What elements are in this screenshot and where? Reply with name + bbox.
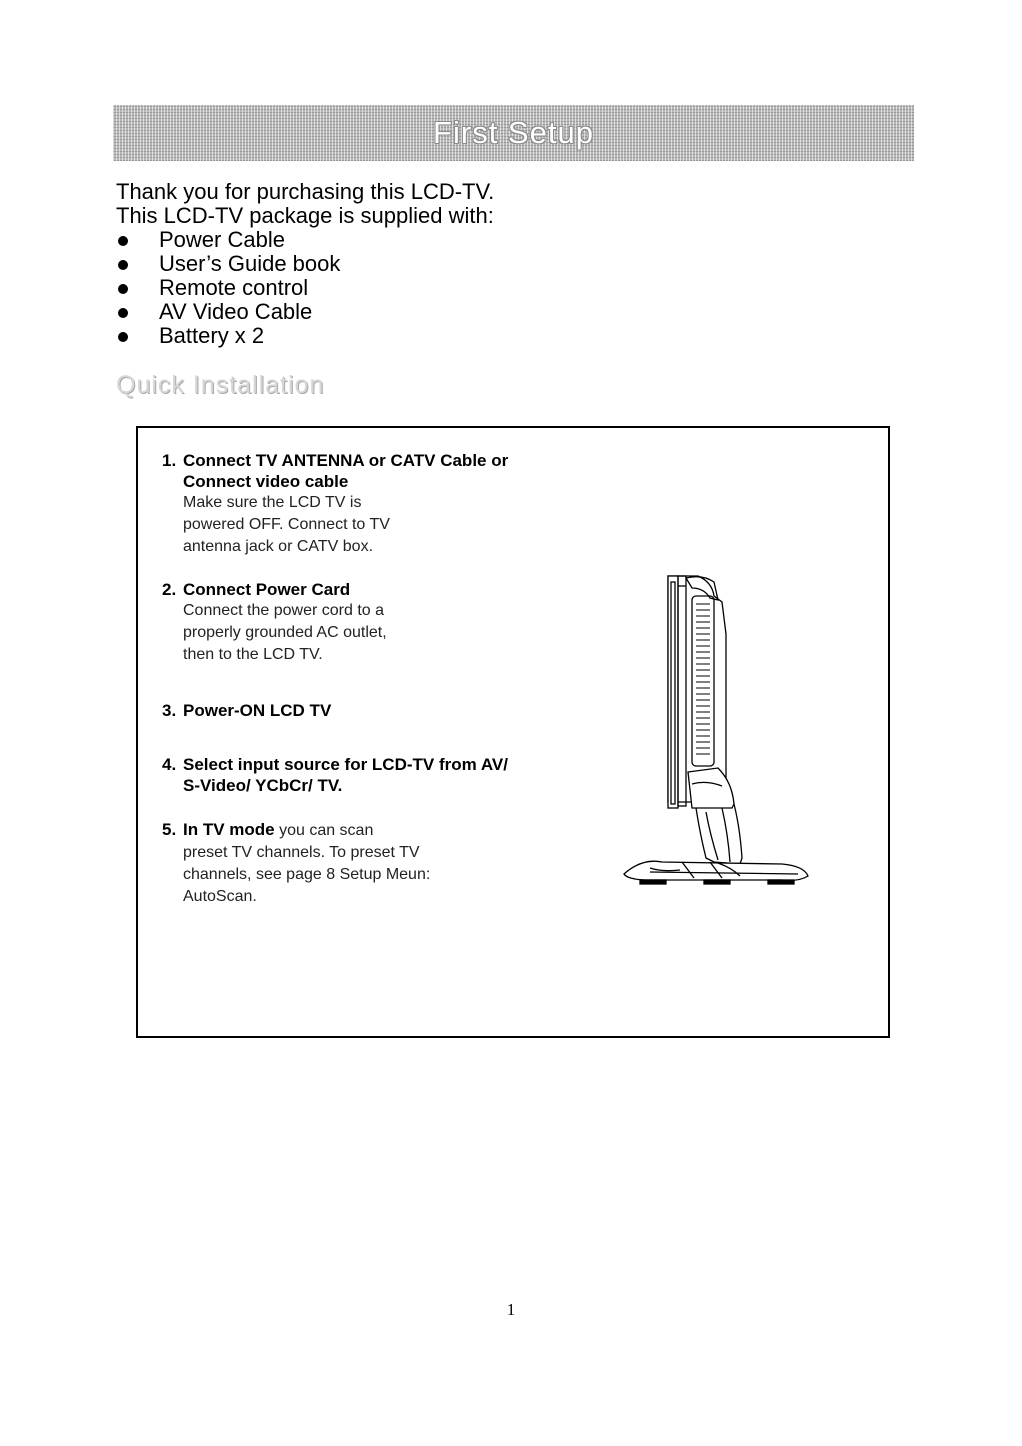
step-body <box>183 600 522 666</box>
list-item <box>116 324 494 348</box>
step-body-line: properly grounded AC outlet, <box>183 624 387 641</box>
lcd-tv-side-view-illustration <box>622 572 812 892</box>
bullet-icon <box>118 260 128 270</box>
installation-steps-list <box>162 450 522 908</box>
step-body-line: AutoScan. <box>183 888 257 905</box>
bullet-icon <box>118 308 128 318</box>
step-number: 4. <box>162 755 177 774</box>
step-title: Select input source for LCD-TV from AV/ S-Video/ YCbCr/ TV. <box>183 755 508 795</box>
list-item <box>116 228 494 252</box>
supplied-items-list <box>116 228 494 348</box>
step-body-line: Connect the power cord to a <box>183 602 385 619</box>
step-number: 5. <box>162 820 177 839</box>
list-item-label: Battery x 2 <box>159 323 265 348</box>
step-body-line: Make sure the LCD TV is <box>183 494 362 511</box>
list-item-label: User’s Guide book <box>159 251 341 276</box>
page-title: First Setup <box>433 115 594 150</box>
installation-panel <box>136 426 890 1038</box>
step-body-line: channels, see page 8 Setup Meun: <box>183 866 431 883</box>
bullet-icon <box>118 332 128 342</box>
step-body-line: then to the LCD TV. <box>183 646 323 663</box>
step-number: 2. <box>162 580 177 599</box>
step-title: Power-ON LCD TV <box>183 701 332 720</box>
step-title: In TV mode <box>183 820 275 839</box>
intro-thanks-text: Thank you for purchasing this LCD-TV. <box>116 179 495 204</box>
step-body-line: antenna jack or CATV box. <box>183 538 374 555</box>
step-title-suffix: you can scan <box>274 822 374 839</box>
bullet-icon <box>118 284 128 294</box>
list-item <box>116 276 494 300</box>
step-title: Connect Power Card <box>183 580 351 599</box>
quick-installation-heading: Quick Installation <box>116 371 325 399</box>
intro-section <box>116 180 494 348</box>
section-title-banner <box>113 105 914 161</box>
step-body-line: powered OFF. Connect to TV <box>183 516 390 533</box>
page-number: 1 <box>506 1300 516 1319</box>
step-item <box>162 450 522 558</box>
step-body-line: preset TV channels. To preset TV <box>183 844 420 861</box>
intro-supplied-text: This LCD-TV package is supplied with: <box>116 203 494 228</box>
list-item <box>116 300 494 324</box>
bullet-icon <box>118 236 128 246</box>
list-item <box>116 252 494 276</box>
step-number: 3. <box>162 701 177 720</box>
step-number: 1. <box>162 451 177 470</box>
list-item-label: AV Video Cable <box>159 299 313 324</box>
step-body <box>183 492 522 558</box>
step-item <box>162 579 522 666</box>
list-item-label: Power Cable <box>159 227 285 252</box>
step-item <box>162 700 522 721</box>
step-item <box>162 819 522 908</box>
list-item-label: Remote control <box>159 275 309 300</box>
step-title-line <box>183 819 522 842</box>
step-title: Connect TV ANTENNA or CATV Cable or Connect video cable <box>183 451 509 491</box>
step-body <box>183 842 522 908</box>
step-item <box>162 754 522 796</box>
